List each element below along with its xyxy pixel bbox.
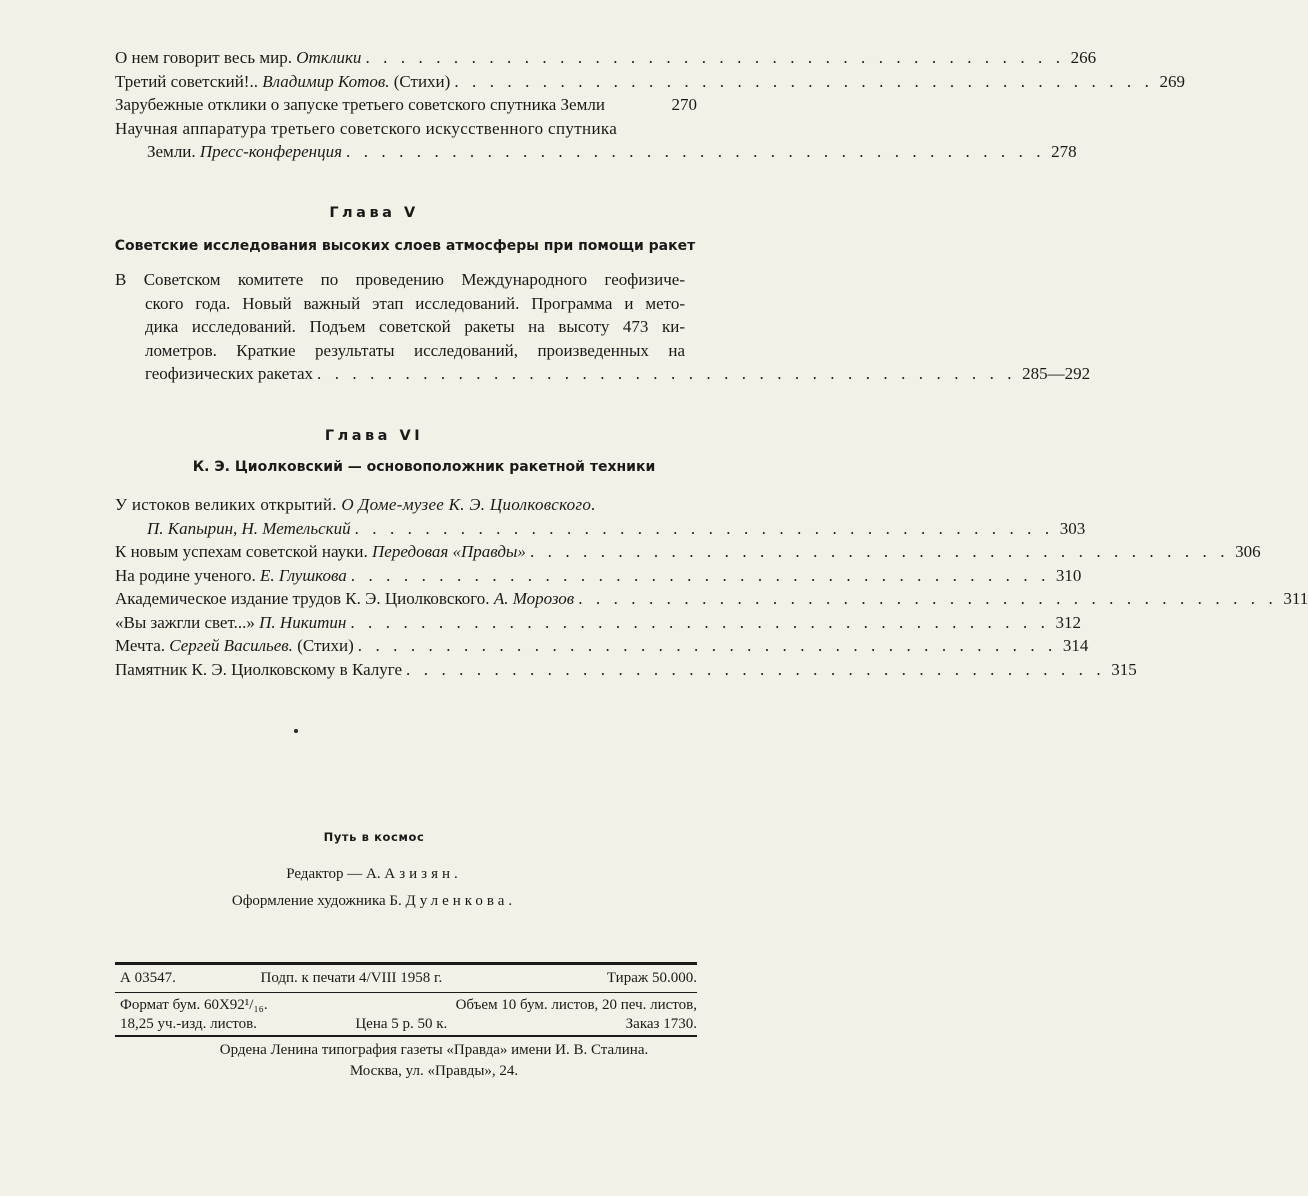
toc-entry: На родине ученого. Е. Глушкова . . . . . . . . . . . . . . . . . . . . . . . . . . . . . . . . . . . . . . . . 310	[115, 564, 697, 588]
toc-top-section	[115, 46, 1185, 164]
colophon-row-2	[120, 996, 697, 1034]
toc-page-number: 285—292	[1022, 364, 1091, 383]
toc-entry: У истоков великих открытий. О Доме-музее К. Э. Циолковского.	[115, 495, 596, 514]
toc-entry: Третий советский!.. Владимир Котов. (Стихи) . . . . . . . . . . . . . . . . . . . . . . . . . . . . . . . . . . . . . . . . 269	[115, 70, 697, 94]
toc-page-number: 303	[1059, 518, 1086, 538]
toc-entry: Зарубежные отклики о запуске третьего советского спутника Земли 270	[115, 93, 697, 117]
chapter-6-title: К. Э. Циолковский — основоположник ракетной техники	[192, 459, 656, 475]
toc-page-number: 266	[1070, 48, 1097, 67]
toc-entry: Научная аппаратура третьего советского искусственного спутника	[115, 118, 618, 138]
colophon-divider	[115, 992, 697, 993]
print-run: Тираж 50.000.	[606, 970, 697, 986]
toc-page-number: 269	[1159, 71, 1185, 91]
toc-entry: Академическое издание трудов К. Э. Циолковского. А. Морозов . . . . . . . . . . . . . . . . . . . . . . . . . . . . . . . . . . . . . . . . 311	[115, 587, 697, 611]
toc-page-number: 310	[1055, 565, 1082, 585]
toc-entry: К новым успехам советской науки. Передовая «Правды» . . . . . . . . . . . . . . . . . . . . . . . . . . . . . . . . . . . . . . . . 306	[115, 540, 697, 564]
editor-credit: Редактор — А. Азизян.	[286, 866, 462, 882]
price: Цена 5 р. 50 к.	[355, 1016, 448, 1032]
toc-page-number: 278	[1051, 142, 1077, 161]
toc-page-number: 306	[1235, 542, 1261, 561]
toc-chapter-6-section	[115, 493, 1308, 681]
toc-entry-continuation: Земли. Пресс-конференция . . . . . . . . . . . . . . . . . . . . . . . . . . . . . . . . . . . . . . . . 278	[115, 140, 697, 164]
toc-page-number: 314	[1062, 636, 1089, 655]
toc-entry: О нем говорит весь мир. Отклики . . . . . . . . . . . . . . . . . . . . . . . . . . . . . . . . . . . . . . . . 266	[115, 46, 697, 70]
printer-line-2: Москва, ул. «Правды», 24.	[349, 1063, 519, 1079]
volume: Объем 10 бум. листов, 20 печ. листов,	[455, 997, 697, 1013]
chapter-5-entry: В Советском комитете по проведению Международного геофизиче- ского года. Новый важный этап исследований. Программа и мето- дика исследований. Подъем советской ракеты на высоту 473 ки- лометров. Краткие результаты исследований, произведенных на	[115, 270, 685, 360]
signed-for-print: Подп. к печати 4/VIII 1958 г.	[260, 970, 443, 986]
sheets: 18,25 уч.-изд. листов.	[120, 1016, 257, 1032]
toc-page-number: 312	[1055, 612, 1082, 632]
toc-page-number: 311	[1283, 589, 1308, 608]
chapter-5-heading: Глава V	[329, 205, 419, 221]
order-number: А 03547.	[120, 970, 176, 986]
paper-format: Формат бум. 60Х92¹/₁₆.	[120, 997, 268, 1013]
designer-credit: Оформление художника Б. Дуленкова.	[231, 893, 517, 909]
chapter-5-entry-last-line: геофизических ракетах . . . . . . . . . . . . . . . . . . . . . . . . . . . . . . . . . . . . . . . . 285—292	[145, 362, 697, 386]
printer-line-1: Ордена Ленина типография газеты «Правда» имени И. В. Сталина.	[219, 1042, 649, 1058]
chapter-6-heading: Глава VI	[324, 428, 424, 444]
toc-page-number: 315	[1111, 659, 1137, 679]
book-title: Путь в космос	[323, 830, 425, 844]
toc-entry: Памятник К. Э. Циолковскому в Калуге . . . . . . . . . . . . . . . . . . . . . . . . . . . . . . . . . . . . . . . . 315	[115, 658, 697, 682]
order: Заказ 1730.	[625, 1016, 697, 1032]
toc-entry-continuation: П. Капырин, Н. Метельский . . . . . . . . . . . . . . . . . . . . . . . . . . . . . . . . . . . . . . . . 303	[115, 517, 697, 541]
colophon-bottom-rule	[115, 1035, 697, 1037]
chapter-5-title: Советские исследования высоких слоев атмосферы при помощи ракет	[114, 238, 696, 254]
colophon-row-1	[120, 969, 697, 988]
toc-entry: «Вы зажгли свет...» П. Никитин . . . . . . . . . . . . . . . . . . . . . . . . . . . . . . . . . . . . . . . . 312	[115, 611, 697, 635]
colophon-top-rule	[115, 962, 697, 965]
print-speck	[294, 729, 298, 733]
toc-entry: Мечта. Сергей Васильев. (Стихи) . . . . . . . . . . . . . . . . . . . . . . . . . . . . . . . . . . . . . . . . 314	[115, 634, 697, 658]
toc-page-number: 270	[671, 95, 697, 114]
